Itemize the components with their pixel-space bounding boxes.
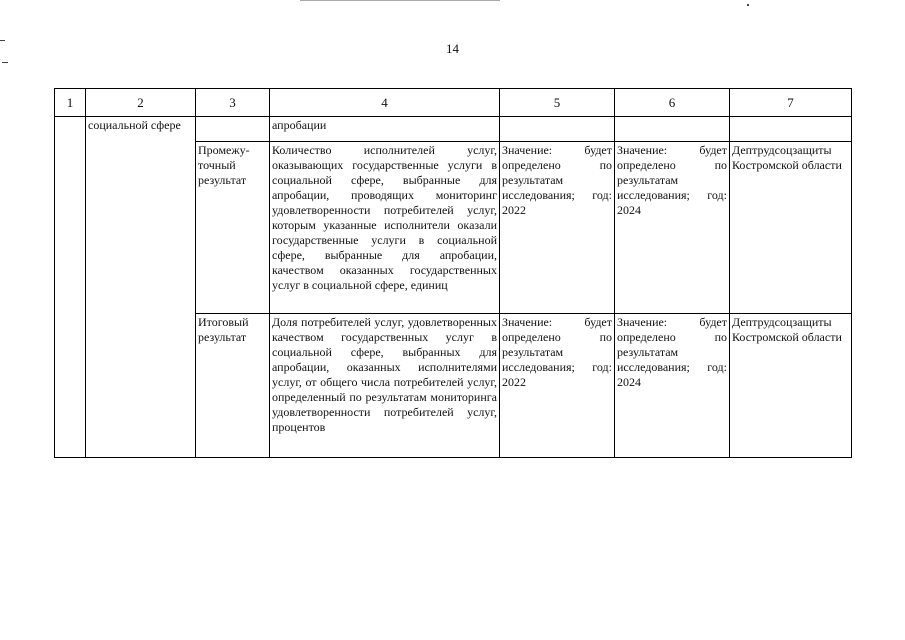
page-number: 14: [446, 41, 459, 56]
cell-empty: [196, 117, 270, 142]
header-col-7: 7: [730, 89, 852, 117]
cell-empty: [730, 117, 852, 142]
header-col-3: 3: [196, 89, 270, 117]
scan-artifact-dot: [747, 4, 749, 6]
cell-value-2024: Значение: будет определено по результатам исследования; год: 2024: [615, 314, 730, 458]
cell-col-1: [55, 117, 86, 458]
header-col-4: 4: [270, 89, 500, 117]
table-row: [55, 117, 852, 142]
cell-value-2022: Значение: будет определено по результатам исследования; год: 2022: [500, 142, 615, 314]
cell-indicator: Доля потребителей услуг, удовлетворенных качеством государственных услуг в социальной сфере, выбранных для апробации, оказанных исполнителями услуг, от общего числа потребителей услуг, определенный по результатам мониторинга удовлетворенности потребителей услуг, процентов: [270, 314, 500, 458]
scan-artifact-top: [300, 0, 500, 1]
cell-sphere: социальной сфере: [86, 117, 196, 458]
header-col-1: 1: [55, 89, 86, 117]
cell-empty: [500, 117, 615, 142]
header-col-5: 5: [500, 89, 615, 117]
cell-value-2022: Значение: будет определено по результатам исследования; год: 2022: [500, 314, 615, 458]
scan-artifact-left-2: [2, 62, 8, 63]
cell-responsible: Дептрудсоцзащиты Костромской области: [730, 142, 852, 314]
cell-result-type: Итоговый результат: [196, 314, 270, 458]
cell-result-type: Промежу- точный результат: [196, 142, 270, 314]
header-col-2: 2: [86, 89, 196, 117]
cell-indicator: Количество исполнителей услуг, оказывающих государственные услуги в социальной сфере, выбранные для апробации, проводящих мониторинг удовлетворенности потребителей услуг, которым указанные исполнители оказали государственные услуги в социальной сфере, выбранные для апробации, качеством оказанных государственных услуг в социальной сфере, единиц: [270, 142, 500, 314]
cell-indicator-cont: апробации: [270, 117, 500, 142]
cell-value-2024: Значение: будет определено по результатам исследования; год: 2024: [615, 142, 730, 314]
header-col-6: 6: [615, 89, 730, 117]
cell-empty: [615, 117, 730, 142]
header-row: [55, 89, 852, 117]
results-table: [54, 88, 852, 458]
cell-responsible: Дептрудсоцзащиты Костромской области: [730, 314, 852, 458]
